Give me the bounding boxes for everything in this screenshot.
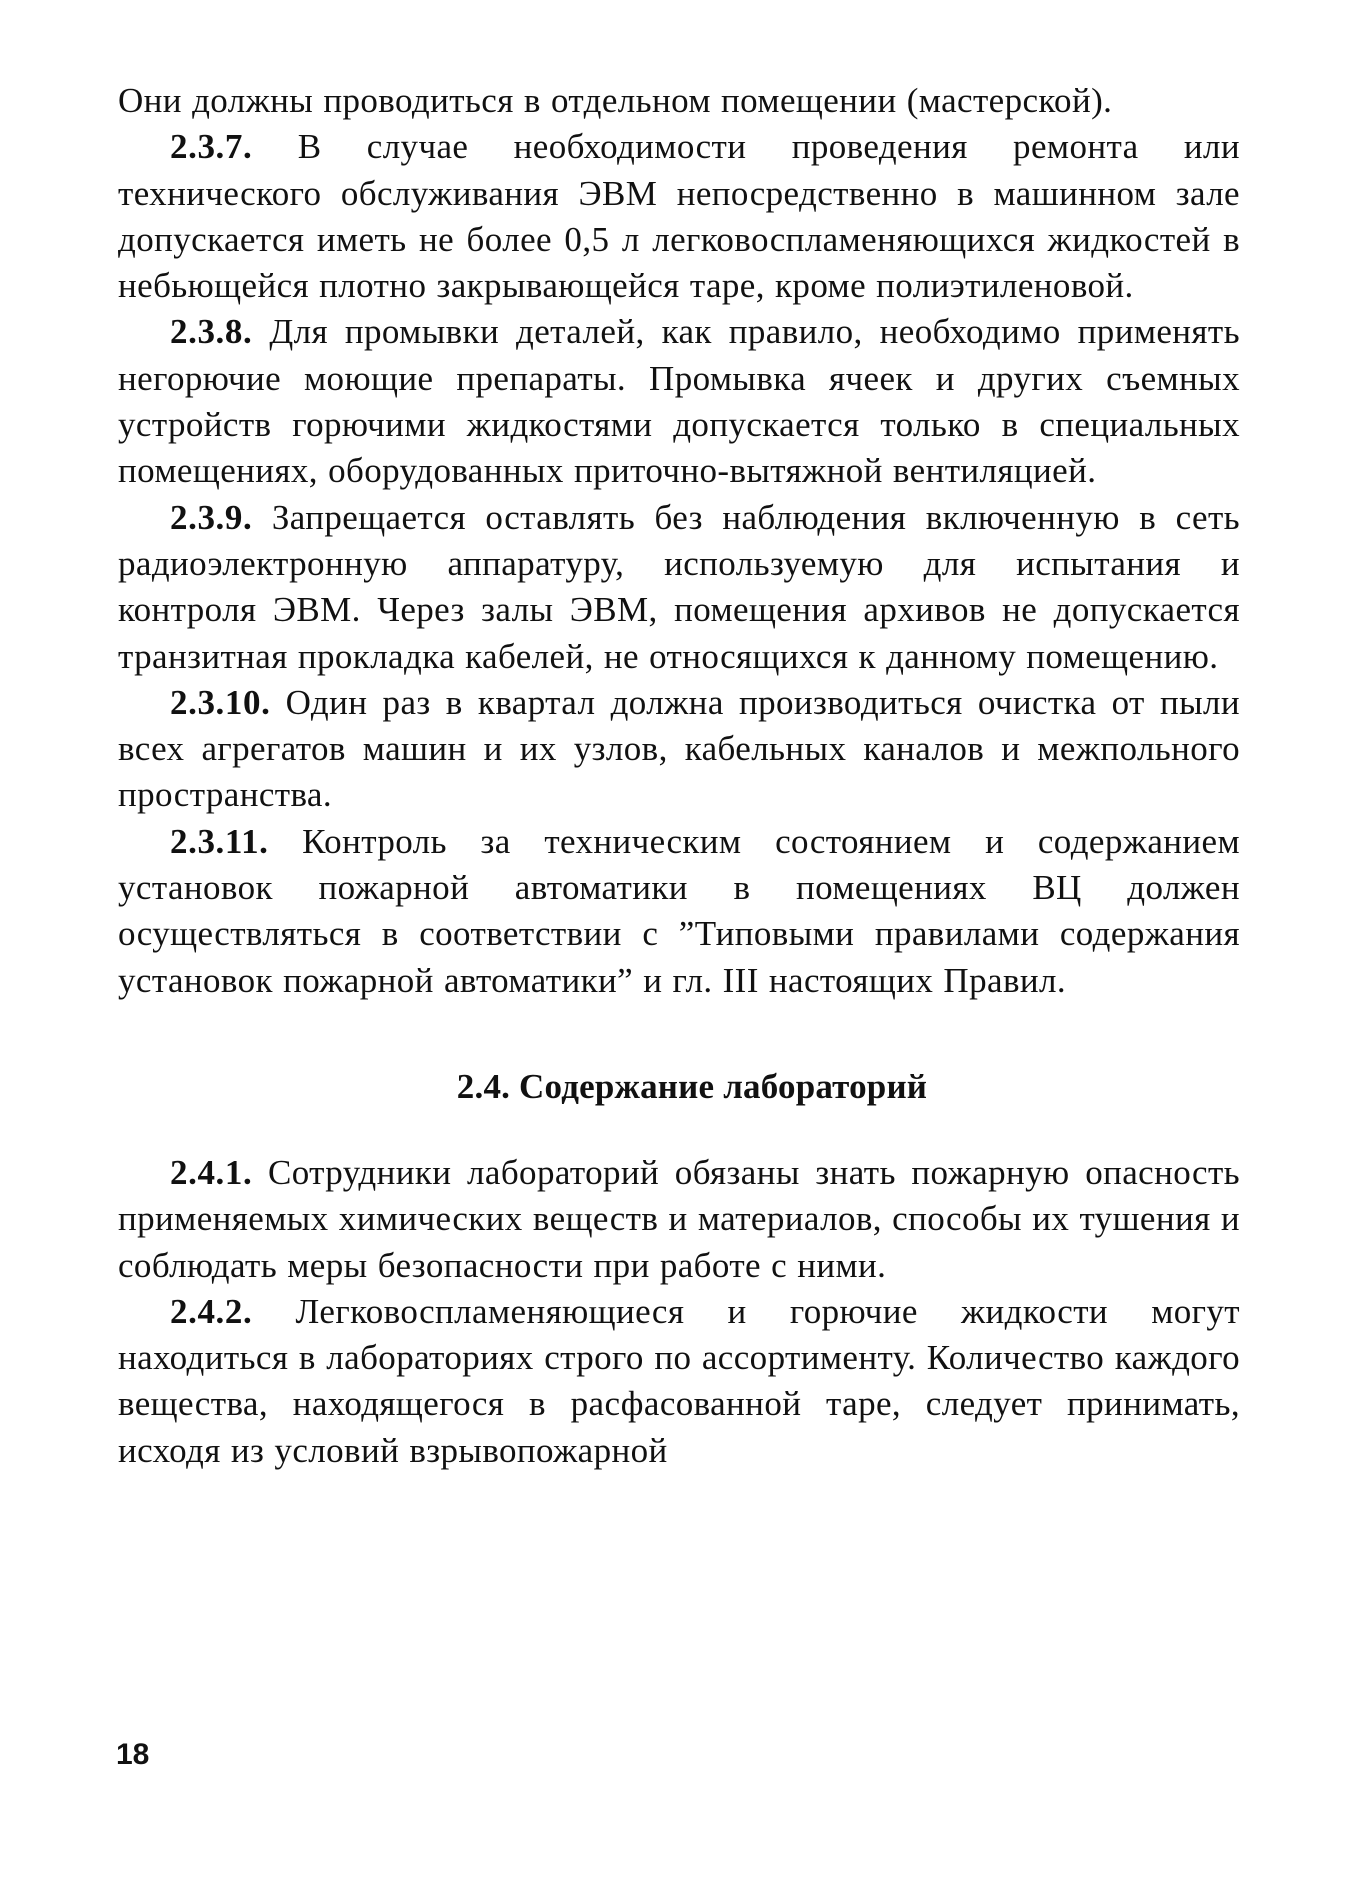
intro-paragraph: Они должны проводиться в отдельном помещении (мастерской). <box>118 81 1113 120</box>
section-title: 2.4. Содержание лабораторий <box>456 1066 928 1106</box>
paragraph-2-3-11 <box>118 819 1240 1004</box>
page-content <box>118 78 1240 1474</box>
paragraph-2-4-2 <box>118 1289 1240 1474</box>
paragraph-number: 2.3.9. <box>170 497 253 537</box>
paragraph-number: 2.4.2. <box>170 1291 253 1331</box>
paragraph-2-3-7 <box>118 124 1240 309</box>
paragraph-2-3-10 <box>118 680 1240 819</box>
page-number: 18 <box>116 1738 150 1771</box>
paragraph-text: Сотрудники лабораторий обязаны знать пожарную опасность применяемых химических веществ и материалов, способы их тушения и соблюдать меры безопасности при работе с ними. <box>118 1152 1240 1285</box>
paragraph-2-3-9 <box>118 495 1240 680</box>
paragraph-number: 2.3.11. <box>170 821 269 861</box>
paragraph-number: 2.3.7. <box>170 127 253 167</box>
paragraph-number: 2.4.1. <box>170 1152 253 1192</box>
paragraph-text: Для промывки деталей, как правило, необходимо применять негорючие моющие препараты. Промывка ячеек и других съемных устройств горючими жидкостями допускается только в специальных помещениях, оборудованных приточно-вытяжной вентиляцией. <box>118 312 1240 491</box>
paragraph-number: 2.3.8. <box>170 312 253 352</box>
paragraph-text: Запрещается оставлять без наблюдения включенную в сеть радиоэлектронную аппаратуру, используемую для испытания и контроля ЭВМ. Через залы ЭВМ, помещения архивов не допускается транзитная прокладка кабелей, не относящихся к данному помещению. <box>118 497 1240 676</box>
paragraph-2-3-8 <box>118 309 1240 494</box>
paragraph-text: В случае необходимости проведения ремонта или технического обслуживания ЭВМ непосредственно в машинном зале допускается иметь не более 0,5 л легковоспламеняющихся жидкостей в небьющейся плотно закрывающейся таре, кроме полиэтиленовой. <box>118 127 1240 306</box>
paragraph-text: Легковоспламеняющиеся и горючие жидкости могут находиться в лабораториях строго по ассортименту. Количество каждого вещества, находящегося в расфасованной таре, следует принимать, исходя из условий взрывопожарной <box>118 1291 1240 1470</box>
paragraph-text: Один раз в квартал должна производиться очистка от пыли всех агрегатов машин и их узлов, кабельных каналов и межпольного пространства. <box>118 682 1240 815</box>
paragraph-text: Контроль за техническим состоянием и содержанием установок пожарной автоматики в помещениях ВЦ должен осуществляться в соответствии с ”Типовыми правилами содержания установок пожарной автоматики” и гл. III настоящих Правил. <box>118 821 1240 1000</box>
paragraph-number: 2.3.10. <box>170 682 271 722</box>
paragraph-2-4-1 <box>118 1150 1240 1289</box>
